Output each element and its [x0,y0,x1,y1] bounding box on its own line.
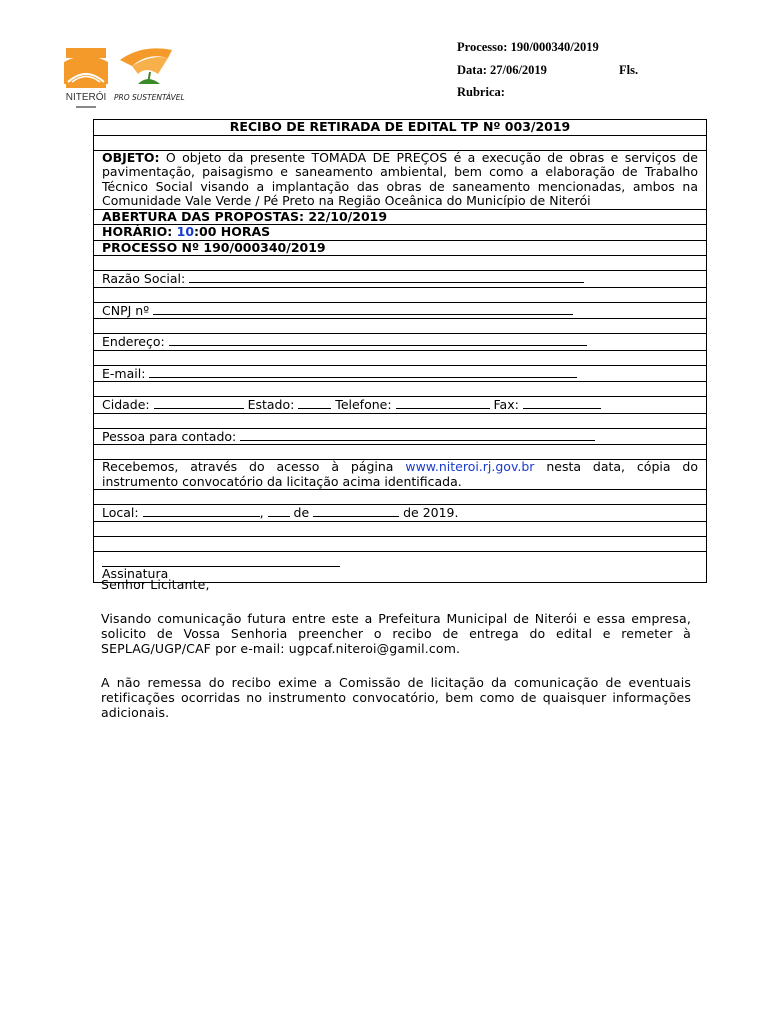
cnpj-field[interactable] [153,303,573,315]
pro-sustentavel-logo [112,44,186,114]
salutation: Senhor Licitante, [101,577,210,592]
form-title: RECIBO DE RETIRADA DE EDITAL TP Nº 003/2019 [94,120,707,136]
cnpj-label: CNPJ nº [102,302,154,318]
razao-social-label: Razão Social: [102,271,190,286]
local-comma: , [259,505,268,520]
logo-text-pro: PRO SUSTENTÁVEL [114,93,185,102]
day-field[interactable] [268,505,290,517]
cidade-row [94,397,707,414]
horario-hour: 10 [176,224,195,239]
de-year-label: de 2019. [399,505,459,520]
objeto-text: O objeto da presente TOMADA DE PREÇOS é a execução de obras e serviços de pavimentação, paisagismo e saneamento ambiental, bem como a elaboração de Trabalho Técnico Social visando a implantação das obras de saneamento mencionadas, ambos na Comunidade Vale Verde / Pé Preto na Região Oceânica do Município de Niterói [102,149,698,208]
month-field[interactable] [313,505,399,517]
local-field[interactable] [143,505,260,517]
processo-row: PROCESSO Nº 190/000340/2019 [94,240,707,256]
pessoa-field[interactable] [240,429,595,441]
cidade-field[interactable] [154,397,244,409]
horario-label: HORÁRIO: [102,224,177,239]
cidade-label: Cidade: [102,397,154,412]
data-header: Data: 27/06/2019 [457,63,547,77]
pessoa-label: Pessoa para contado: [102,428,241,444]
endereco-row [94,334,707,351]
fax-field[interactable] [523,397,601,409]
recebemos-text-2: nesta data, cópia do instrumento convocatório da licitação acima identificada. [102,459,698,489]
fax-label: Fax: [489,397,523,412]
endereco-field[interactable] [169,334,587,346]
email-row [94,365,707,382]
paragraph-1: Visando comunicação futura entre este a Prefeitura Municipal de Niterói e essa empresa, solicito de Vossa Senhoria preencher o recibo de entrega do edital e remeter à SEPLAG/UGP/CAF por e-mail: ugpcaf.niteroi@gamil.com. [101,611,691,656]
rubrica-header: Rubrica: [457,85,505,99]
de-label-1: de [289,505,314,520]
razao-social-row [94,271,707,288]
estado-label: Estado: [243,397,299,412]
endereco-label: Endereço: [102,334,169,349]
cnpj-row [94,302,707,319]
assinatura-label: Assinatura [102,566,169,581]
processo-header: Processo: 190/000340/2019 [457,40,599,54]
logo-text-niteroi: NITERÓI [65,92,107,103]
recebemos-text-1: Recebemos, através do acesso à página [102,459,406,474]
email-label: E-mail: [102,365,150,381]
local-label: Local: [102,505,143,520]
paragraph-2: A não remessa do recibo exime a Comissão de licitação da comunicação de eventuais retificações ocorridas no instrumento convocatório, bem como de quaisquer informações adicionais. [101,675,691,720]
local-row [94,505,707,522]
objeto-label: OBJETO: [102,149,160,165]
horario-suffix: :00 HORAS [194,224,271,239]
objeto-cell [94,150,707,209]
estado-field[interactable] [298,397,331,409]
pessoa-row [94,428,707,445]
email-field[interactable] [149,366,577,378]
abertura-row: ABERTURA DAS PROPOSTAS: 22/10/2019 [94,209,707,225]
recibo-form [93,119,707,583]
telefone-label: Telefone: [331,397,396,412]
niteroi-logo [58,44,114,114]
recebemos-row [94,460,707,490]
niteroi-link[interactable]: www.niteroi.rj.gov.br [405,459,535,474]
horario-row [94,225,707,241]
fls-header: Fls. [619,63,639,77]
razao-social-field[interactable] [189,271,584,283]
telefone-field[interactable] [396,397,490,409]
